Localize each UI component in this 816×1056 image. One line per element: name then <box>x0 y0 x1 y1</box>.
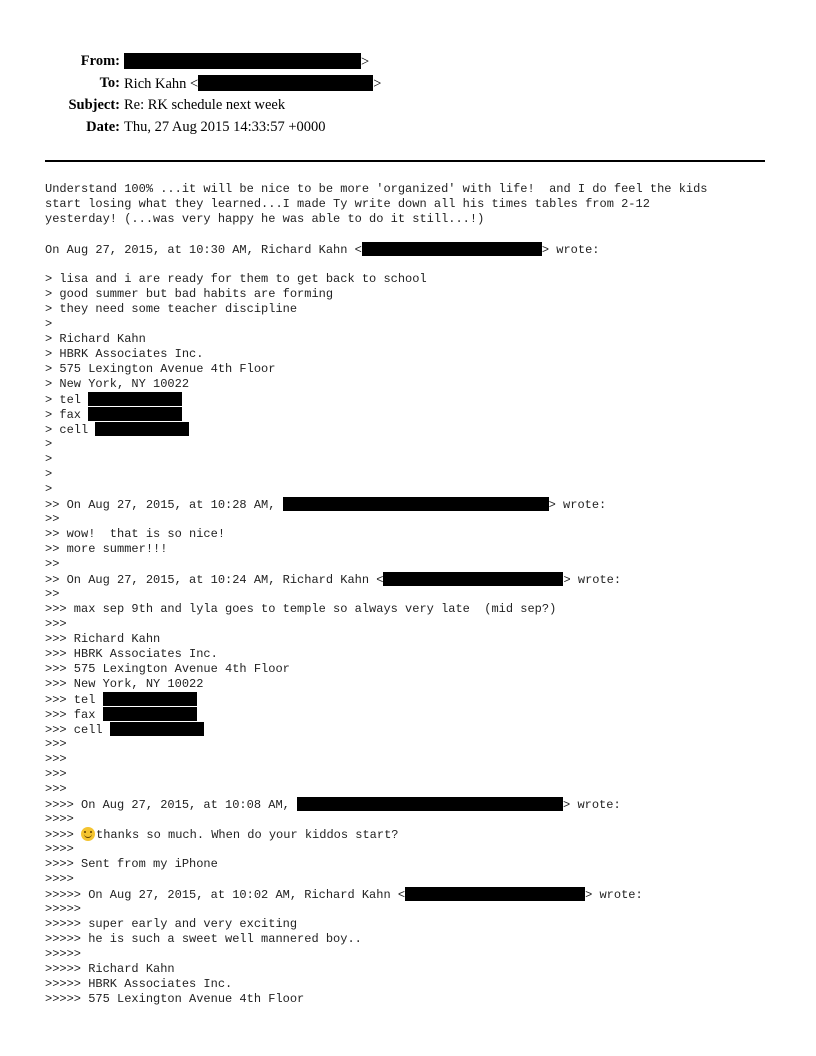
fax-label: > fax <box>45 408 89 422</box>
quote-header-text: >> On Aug 27, 2015, at 10:24 AM, Richard Kahn < <box>45 573 384 587</box>
quote-line: >> more summer!!! <box>45 542 168 556</box>
quote-line: >> <box>45 557 60 571</box>
quote-line: >> <box>45 587 60 601</box>
date-label: Date: <box>86 119 120 135</box>
body-line: yesterday! (...was very happy he was able to do it still...!) <box>45 212 485 226</box>
to-name: Rich Kahn < <box>124 76 199 92</box>
quote-line: >>> <box>45 617 67 631</box>
quote-line: > <box>45 317 53 331</box>
date-value: Thu, 27 Aug 2015 14:33:57 +0000 <box>124 119 326 135</box>
quote-line: >> wow! that is so nice! <box>45 527 226 541</box>
blank-line <box>45 257 785 272</box>
quote-line <box>45 407 785 422</box>
subject-value: Re: RK schedule next week <box>124 97 286 113</box>
redacted-block <box>297 797 563 811</box>
quote-line: > lisa and i are ready for them to get back to school <box>45 272 427 286</box>
blank-line <box>45 227 785 242</box>
cell-label: >>> cell <box>45 723 110 737</box>
message-body <box>45 182 785 1007</box>
quote-line: > they need some teacher discipline <box>45 302 298 316</box>
tel-label: >>> tel <box>45 693 103 707</box>
quote-header-text: >>>> On Aug 27, 2015, at 10:08 AM, <box>45 798 298 812</box>
redacted-block <box>362 242 542 256</box>
quote-line: > Richard Kahn <box>45 332 146 346</box>
quote-line: >>>>> <box>45 947 82 961</box>
redacted-block <box>103 692 197 706</box>
redacted-block <box>198 75 373 91</box>
quote-line: > <box>45 467 53 481</box>
fax-label: >>> fax <box>45 708 103 722</box>
quote-line: > New York, NY 10022 <box>45 377 190 391</box>
quote-header <box>45 797 785 812</box>
quote-prefix: >>>> <box>45 828 82 842</box>
quote-line: >>>>> <box>45 902 82 916</box>
body-line: Understand 100% ...it will be nice to be more 'organized' with life! and I do feel the kids <box>45 182 708 196</box>
quote-line: >>> <box>45 752 67 766</box>
quote-header <box>45 887 785 902</box>
quote-line <box>45 722 785 737</box>
quote-line <box>45 707 785 722</box>
smiley-emoji-icon <box>81 827 95 841</box>
quote-line: > <box>45 482 53 496</box>
quote-text: thanks so much. When do your kiddos start? <box>96 828 399 842</box>
quote-line: >>> <box>45 737 67 751</box>
quote-header-text: >>>>> On Aug 27, 2015, at 10:02 AM, Richard Kahn < <box>45 888 406 902</box>
quote-line: >>>>> HBRK Associates Inc. <box>45 977 233 991</box>
quote-line: > <box>45 452 53 466</box>
quote-line <box>45 422 785 437</box>
quote-header-suffix: > wrote: <box>548 498 607 512</box>
to-label: To: <box>99 75 120 91</box>
quote-line: >>>>> Richard Kahn <box>45 962 175 976</box>
redacted-block <box>110 722 204 736</box>
redacted-block <box>88 407 182 421</box>
quote-header-text: >> On Aug 27, 2015, at 10:28 AM, <box>45 498 283 512</box>
to-value <box>124 75 381 93</box>
redacted-block <box>124 53 361 69</box>
tel-label: > tel <box>45 393 89 407</box>
quote-line: >>> 575 Lexington Avenue 4th Floor <box>45 662 290 676</box>
quote-line: >>>> <box>45 842 74 856</box>
quote-line: > <box>45 437 53 451</box>
quote-header <box>45 242 785 257</box>
quote-line: >>>> <box>45 872 74 886</box>
from-suffix: > <box>361 54 370 70</box>
quote-line <box>45 392 785 407</box>
from-value <box>124 53 369 71</box>
body-line: start losing what they learned...I made Ty write down all his times tables from 2-12 <box>45 197 650 211</box>
quote-line <box>45 827 785 842</box>
quote-line: >>> New York, NY 10022 <box>45 677 204 691</box>
redacted-block <box>405 887 585 901</box>
quote-line: >> <box>45 512 60 526</box>
quote-line: >>> <box>45 782 67 796</box>
quote-header-suffix: > wrote: <box>541 243 600 257</box>
quote-header <box>45 572 785 587</box>
redacted-block <box>283 497 549 511</box>
quote-header <box>45 497 785 512</box>
to-suffix: > <box>373 76 382 92</box>
from-label: From: <box>80 53 120 69</box>
quote-line: >>>>> 575 Lexington Avenue 4th Floor <box>45 992 305 1006</box>
quote-line: >>> <box>45 767 67 781</box>
quote-line: > good summer but bad habits are forming <box>45 287 334 301</box>
quote-line: >>>>> super early and very exciting <box>45 917 298 931</box>
quote-line: >>>> Sent from my iPhone <box>45 857 218 871</box>
cell-label: > cell <box>45 423 96 437</box>
quote-header-text: On Aug 27, 2015, at 10:30 AM, Richard Kahn < <box>45 243 362 257</box>
quote-line <box>45 692 785 707</box>
quote-line: >>> max sep 9th and lyla goes to temple so always very late (mid sep?) <box>45 602 557 616</box>
quote-header-suffix: > wrote: <box>563 798 621 812</box>
quote-line: > 575 Lexington Avenue 4th Floor <box>45 362 276 376</box>
quote-header-suffix: > wrote: <box>585 888 643 902</box>
redacted-block <box>103 707 197 721</box>
subject-label: Subject: <box>68 97 120 113</box>
quote-line: >>>>> he is such a sweet well mannered boy.. <box>45 932 362 946</box>
redacted-block <box>88 392 182 406</box>
redacted-block <box>383 572 563 586</box>
quote-line: > HBRK Associates Inc. <box>45 347 204 361</box>
quote-line: >>> Richard Kahn <box>45 632 161 646</box>
redacted-block <box>95 422 189 436</box>
quote-header-suffix: > wrote: <box>563 573 622 587</box>
quote-line: >>> HBRK Associates Inc. <box>45 647 218 661</box>
quote-line: >>>> <box>45 812 74 826</box>
header-divider <box>45 160 765 162</box>
